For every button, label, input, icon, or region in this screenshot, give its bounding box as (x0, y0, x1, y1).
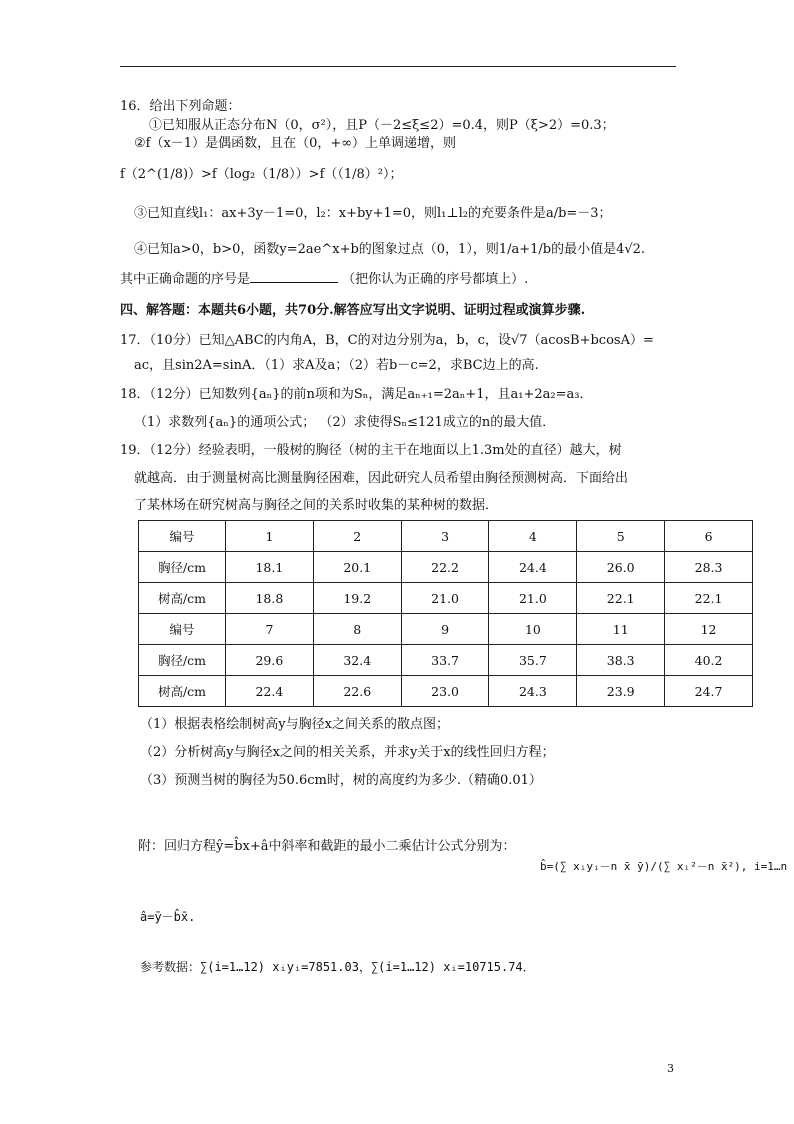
table-cell: 22.1 (577, 583, 665, 614)
q16-prop-1: ①已知服从正态分布N（0，σ²），且P（－2≤ξ≤2）=0.4，则P（ξ>2）=0.3； (149, 118, 615, 133)
table-cell: 24.7 (665, 676, 753, 707)
table-cell: 18.1 (226, 552, 314, 583)
q19-sub-2: （2）分析树高y与胸径x之间的相关关系，并求y关于x的线性回归方程； (140, 745, 555, 760)
table-cell: 22.6 (313, 676, 401, 707)
table-cell: 6 (665, 521, 753, 552)
q19-note: 附：回归方程ŷ=b̂x+â中斜率和截距的最小二乘估计公式分别为： (138, 839, 516, 854)
table-cell: 编号 (139, 614, 226, 645)
q19-line-1: 19．（12分）经验表明，一般树的胸径（树的主干在地面以上1.3m处的直径）越大，树 (120, 443, 622, 458)
reference-data: 参考数据：∑(i=1…12) xᵢyᵢ=7851.03，∑(i=1…12) xᵢ=10715.74． (140, 960, 535, 974)
slope-formula: b̂=(∑ xᵢyᵢ－n x̄ ȳ)/(∑ xᵢ²－n x̄²), i=1…n (540, 860, 788, 873)
table-cell: 23.0 (401, 676, 489, 707)
table-cell: 树高/cm (139, 676, 226, 707)
table-cell: 32.4 (313, 645, 401, 676)
table-cell: 3 (401, 521, 489, 552)
table-cell: 胸径/cm (139, 645, 226, 676)
table-cell: 40.2 (665, 645, 753, 676)
q16-prop-3: ③已知直线l₁：ax+3y－1=0，l₂：x+by+1=0，则l₁⊥l₂的充要条件是a/b=－3； (134, 206, 612, 221)
q19-sub-1: （1）根据表格绘制树高y与胸径x之间关系的散点图； (140, 717, 449, 732)
q19-sub-3: （3）预测当树的胸径为50.6cm时，树的高度约为多少.（精确0.01） (140, 773, 542, 788)
table-cell: 5 (577, 521, 665, 552)
table-cell: 23.9 (577, 676, 665, 707)
table-cell: 4 (489, 521, 577, 552)
table-cell: 9 (401, 614, 489, 645)
table-row (139, 583, 753, 614)
table-cell: 7 (226, 614, 314, 645)
q16-answer-line (120, 270, 528, 289)
tree-data-table (138, 520, 753, 707)
table-cell: 8 (313, 614, 401, 645)
table-row (139, 521, 753, 552)
q16-stem: 16．给出下列命题： (120, 99, 241, 114)
q16-answer-hint: （把你认为正确的序号都填上）. (342, 272, 529, 287)
answer-blank (250, 270, 338, 283)
table-cell: 22.2 (401, 552, 489, 583)
table-cell: 编号 (139, 521, 226, 552)
table-cell: 38.3 (577, 645, 665, 676)
table-row (139, 552, 753, 583)
table-cell: 22.1 (665, 583, 753, 614)
table-cell: 树高/cm (139, 583, 226, 614)
table-cell: 12 (665, 614, 753, 645)
q16-prop-2b: f（2^(1/8)）>f（log₂（1/8））>f（（1/8）²）； (120, 167, 403, 182)
table-cell: 29.6 (226, 645, 314, 676)
q16-prop-2a: ②f（x－1）是偶函数，且在（0，+∞）上单调递增，则 (134, 136, 457, 151)
table-row (139, 676, 753, 707)
table-row (139, 645, 753, 676)
page-number: 3 (667, 1062, 674, 1075)
table-cell: 24.3 (489, 676, 577, 707)
table-cell: 19.2 (313, 583, 401, 614)
q18-line-2: （1）求数列{aₙ}的通项公式； （2）求使得Sₙ≤121成立的n的最大值． (134, 415, 556, 430)
table-cell: 18.8 (226, 583, 314, 614)
q19-line-2: 就越高．由于测量树高比测量胸径困难，因此研究人员希望由胸径预测树高．下面给出 (134, 471, 629, 486)
table-cell: 35.7 (489, 645, 577, 676)
table-cell: 22.4 (226, 676, 314, 707)
table-cell: 10 (489, 614, 577, 645)
q18-line-1: 18．（12分）已知数列{aₙ}的前n项和为Sₙ，满足aₙ₊₁=2aₙ+1，且a₁+2a₂=a₃． (120, 387, 593, 402)
table-cell: 28.3 (665, 552, 753, 583)
q16-prop-4: ④已知a>0，b>0，函数y=2ae^x+b的图象过点（0，1），则1/a+1/b的最小值是4√2. (134, 242, 646, 257)
table-cell: 26.0 (577, 552, 665, 583)
intercept-formula: â=ȳ－b̂x̄. (140, 910, 196, 924)
table-cell: 11 (577, 614, 665, 645)
q19-line-3: 了某林场在研究树高与胸径之间的关系时收集的某种树的数据． (134, 498, 499, 513)
table-cell: 24.4 (489, 552, 577, 583)
table-cell: 胸径/cm (139, 552, 226, 583)
table-cell: 1 (226, 521, 314, 552)
table-cell: 20.1 (313, 552, 401, 583)
q16-answer-label: 其中正确命题的序号是 (120, 272, 251, 287)
table-row (139, 614, 753, 645)
table-cell: 21.0 (401, 583, 489, 614)
q17-line-1: 17．（10分）已知△ABC的内角A，B，C的对边分别为a，b，c，设√7（acosB+bcosA）= (120, 333, 654, 348)
section-4-heading: 四、解答题：本题共6小题，共70分.解答应写出文字说明、证明过程或演算步骤. (120, 303, 586, 318)
table-cell: 33.7 (401, 645, 489, 676)
q17-line-2: ac，且sin2A=sinA．（1）求A及a；（2）若b－c=2，求BC边上的高. (134, 358, 539, 373)
header-rule (120, 66, 676, 67)
table-cell: 21.0 (489, 583, 577, 614)
table-cell: 2 (313, 521, 401, 552)
